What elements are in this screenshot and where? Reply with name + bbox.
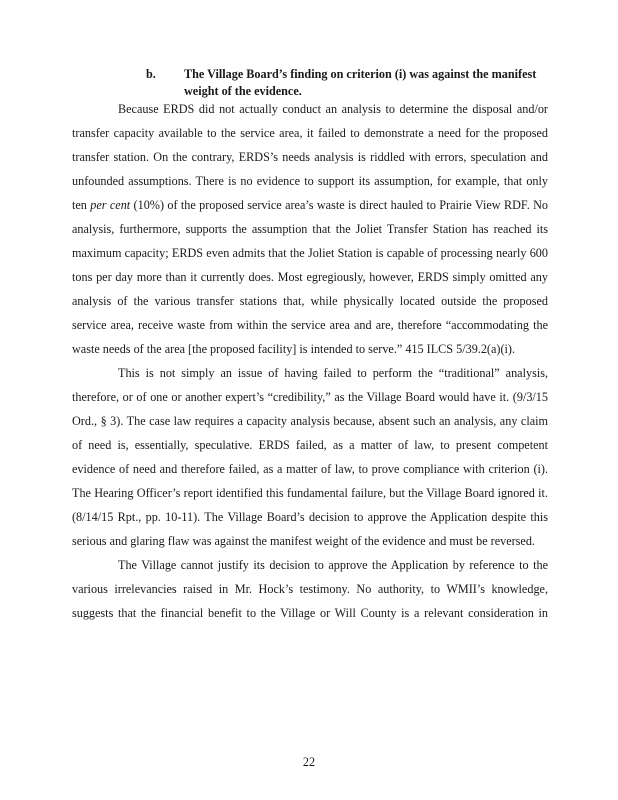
paragraph-line: therefore, or of one or another expert’s “credibility,” as the Village Board would have it. (9/3/15 (72, 390, 548, 404)
section-heading-line-2: weight of the evidence. (184, 84, 302, 98)
paragraph-line: waste needs of the area [the proposed facility] is intended to serve.” 415 ILCS 5/39.2(a)(i). (72, 342, 516, 356)
paragraph-line: transfer station. On the contrary, ERDS’s needs analysis is riddled with errors, speculation and (72, 150, 548, 164)
paragraph-line: various irrelevancies raised in Mr. Hock’s testimony. No authority, to WMII’s knowledge, (72, 582, 548, 596)
paragraph-line: suggests that the financial benefit to the Village or Will County is a relevant consideration in (72, 606, 548, 620)
paragraph-line-italic: ten per cent (10%) of the proposed service area’s waste is direct hauled to Prairie View RDF. No (72, 198, 549, 212)
paragraph-line: unfounded assumptions. There is no evidence to support its assumption, for example, that only (72, 174, 548, 188)
paragraph-2 (72, 361, 548, 553)
paragraph-line: service area, receive waste from within the service area and are, therefore “accommodating the (72, 318, 548, 332)
paragraph-line: of need is, essentially, speculative. ERDS failed, as a matter of law, to present competent (72, 438, 548, 452)
section-letter: b. (146, 67, 156, 81)
paragraph-line: analysis, furthermore, supports the assumption that the Joliet Transfer Station has reached its (72, 222, 548, 236)
paragraph-line: (8/14/15 Rpt., pp. 10-11). The Village Board’s decision to approve the Application despite this (72, 510, 548, 524)
paragraph-1 (72, 97, 548, 361)
paragraph-line: tons per day more than it currently does. Most egregiously, however, ERDS simply omitted any (72, 270, 548, 284)
paragraph-line: transfer capacity available to the service area, it failed to demonstrate a need for the proposed (72, 126, 548, 140)
body-text (72, 97, 548, 625)
paragraph-line: This is not simply an issue of having failed to perform the “traditional” analysis, (118, 366, 548, 380)
paragraph-3 (72, 553, 548, 625)
paragraph-line: Ord., § 3). The case law requires a capacity analysis because, absent such an analysis, any claim (72, 414, 548, 428)
paragraph-line: serious and glaring flaw was against the manifest weight of the evidence and must be reversed. (72, 534, 535, 548)
paragraph-line: Because ERDS did not actually conduct an analysis to determine the disposal and/or (118, 102, 548, 116)
page-number: 22 (302, 755, 316, 769)
section-heading (146, 66, 566, 100)
paragraph-line: evidence of need and therefore failed, as a matter of law, to prove compliance with criterion (i). (72, 462, 548, 476)
paragraph-line: The Hearing Officer’s report identified this fundamental failure, but the Village Board ignored it. (72, 486, 548, 500)
paragraph-line: maximum capacity; ERDS even admits that the Joliet Station is capable of processing nearly 600 (72, 246, 548, 260)
paragraph-line: The Village cannot justify its decision to approve the Application by reference to the (118, 558, 548, 572)
paragraph-line: analysis of the various transfer stations that, while physically located outside the proposed (72, 294, 548, 308)
section-heading-line-1: The Village Board’s finding on criterion (i) was against the manifest (184, 67, 537, 81)
